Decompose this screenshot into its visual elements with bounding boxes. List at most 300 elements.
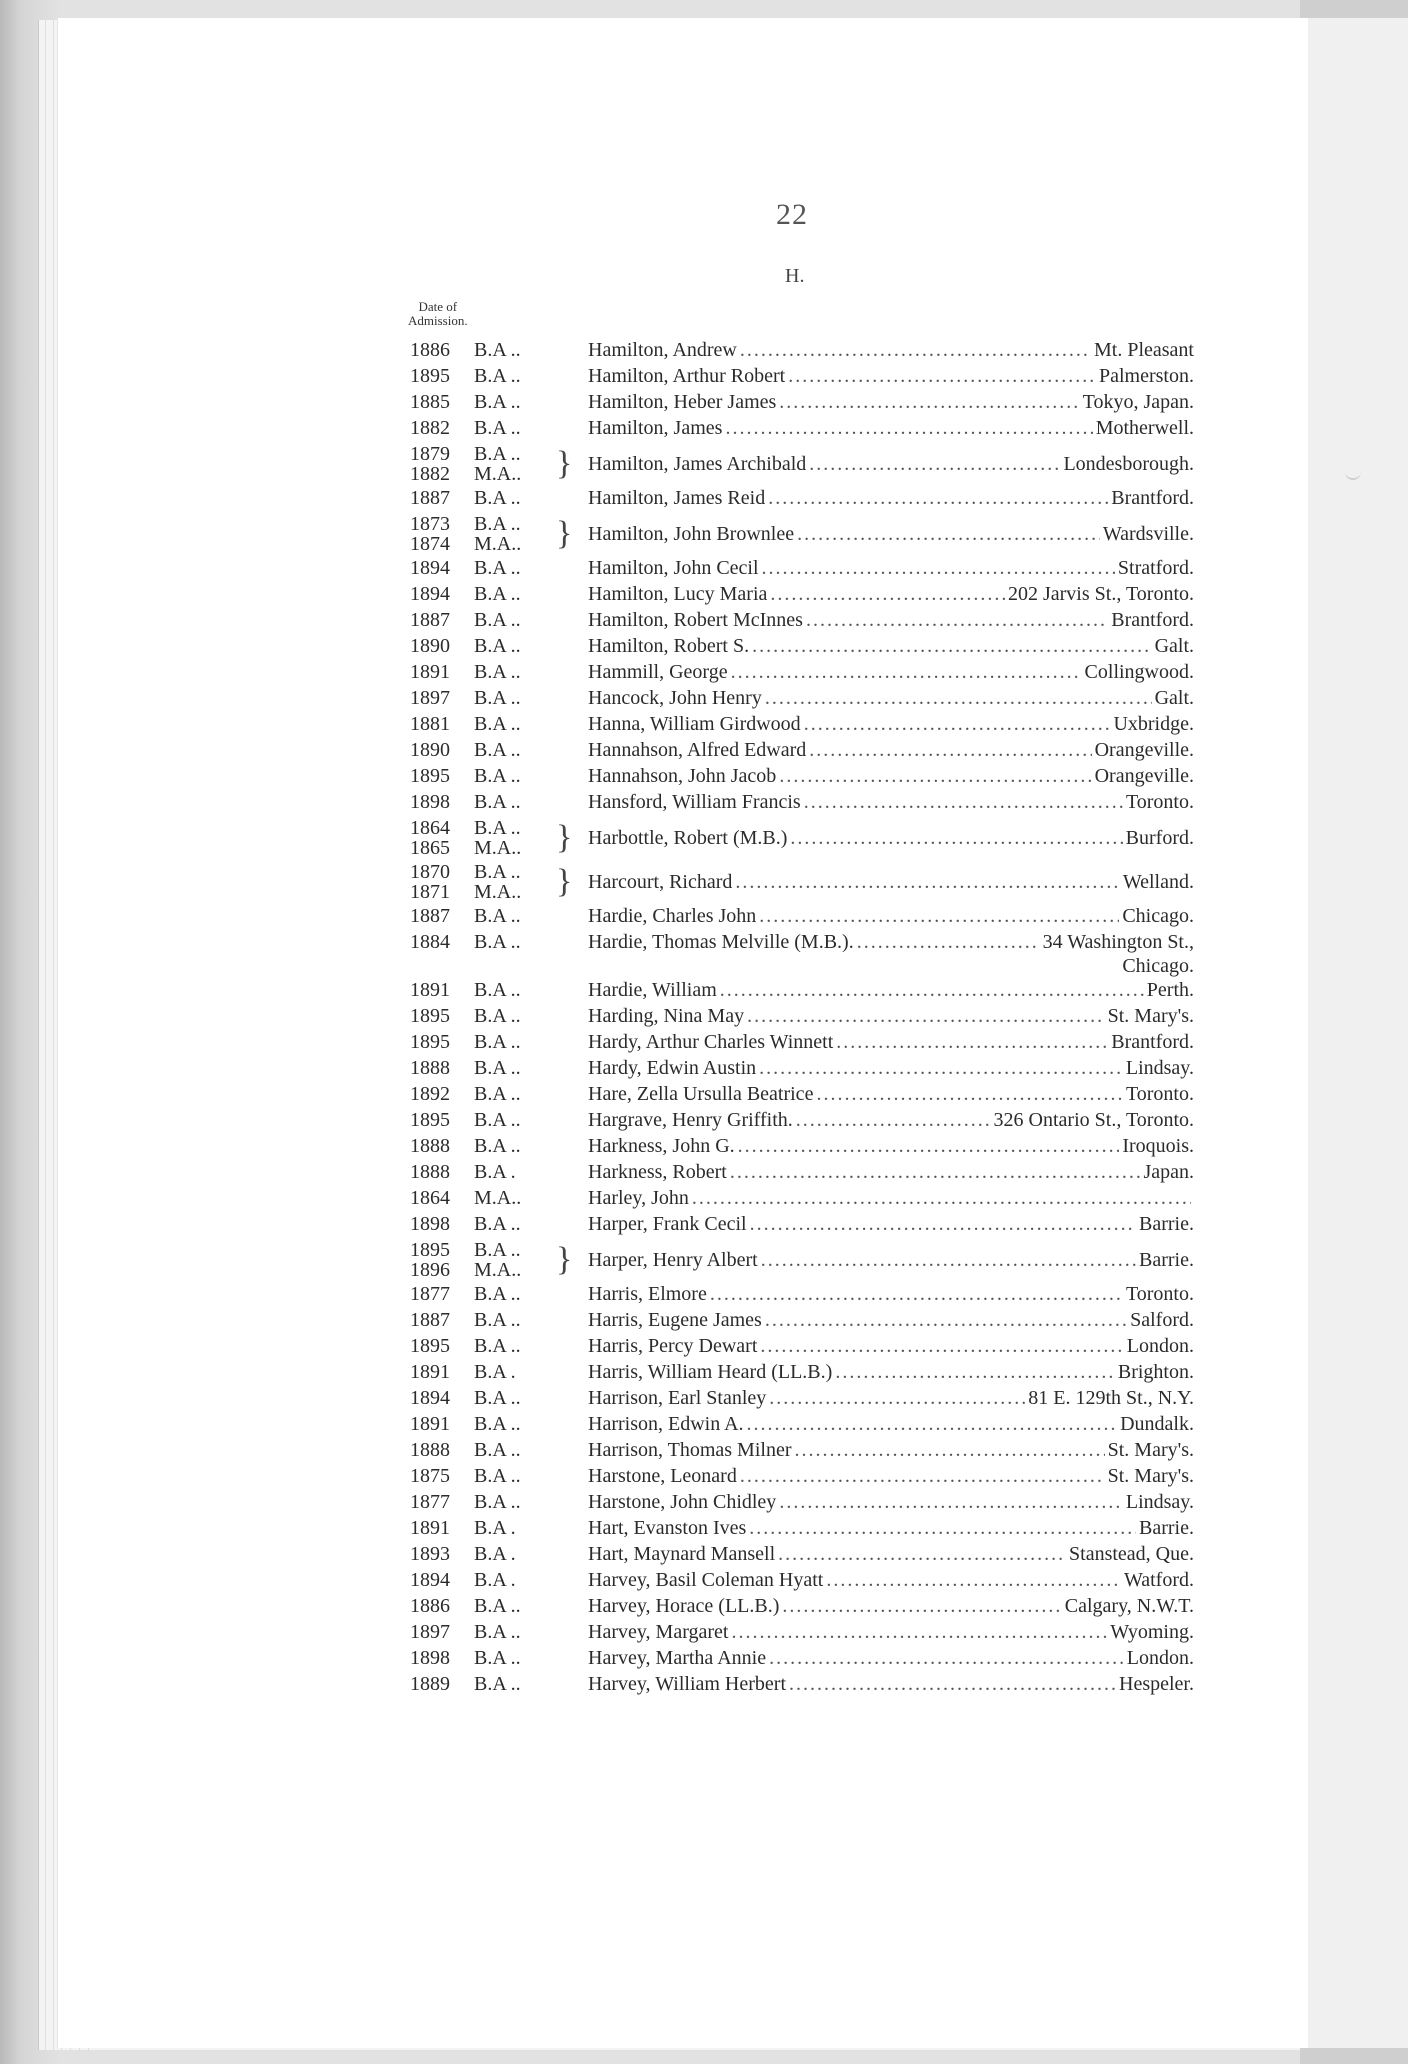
list-item (0, 1593, 1408, 1619)
residence: Calgary, N.W.T. (1064, 1595, 1194, 1617)
list-item (0, 711, 1408, 737)
admission-year: 1895 (410, 1031, 450, 1053)
list-item (0, 1463, 1408, 1489)
entry-line (588, 521, 1194, 547)
leader-dots (760, 1333, 1123, 1359)
entry-line (588, 1359, 1194, 1385)
list-item (0, 903, 1408, 929)
graduate-name: Harvey, Basil Coleman Hyatt (588, 1569, 824, 1591)
entry-line (588, 737, 1194, 763)
residence: Barrie. (1139, 1213, 1194, 1235)
leader-dots (761, 1247, 1136, 1273)
residence: Brantford. (1111, 609, 1194, 631)
leader-dots (765, 1307, 1127, 1333)
admission-year: 1873 (410, 513, 450, 535)
degree: M.A.. (474, 837, 522, 859)
leader-dots (804, 789, 1123, 815)
leader-dots (779, 389, 1079, 415)
entry-line (588, 1593, 1194, 1619)
graduate-name: Hamilton, James Archibald (588, 453, 807, 475)
graduate-name: Hardy, Edwin Austin (588, 1057, 757, 1079)
residence: Orangeville. (1094, 765, 1194, 787)
degree: B.A .. (474, 905, 521, 927)
degree: B.A .. (474, 1309, 521, 1331)
residence: Barrie. (1139, 1249, 1194, 1271)
leader-dots (738, 1133, 1120, 1159)
admission-year: 1894 (410, 557, 450, 579)
graduate-name: Harvey, Martha Annie (588, 1647, 767, 1669)
bracket: } (556, 819, 573, 856)
graduate-name: Hammill, George (588, 661, 728, 683)
admission-year: 1895 (410, 1335, 450, 1357)
residence: Hespeler. (1119, 1673, 1194, 1695)
admission-year: 1898 (410, 1213, 450, 1235)
entry-line (588, 451, 1194, 477)
admission-year: 1864 (410, 817, 450, 839)
degree: B.A .. (474, 365, 521, 387)
leader-dots (710, 1281, 1123, 1307)
entry-line (588, 633, 1194, 659)
bracket: } (556, 1241, 573, 1278)
admission-year: 1888 (410, 1161, 450, 1183)
list-item (0, 659, 1408, 685)
admission-year: 1895 (410, 1005, 450, 1027)
degree: M.A.. (474, 1259, 522, 1281)
entry-line (588, 389, 1194, 415)
leader-dots (782, 1593, 1061, 1619)
list-item (0, 1003, 1408, 1029)
residence: Mt. Pleasant (1094, 339, 1194, 361)
leader-dots (779, 763, 1091, 789)
graduate-name: Hare, Zella Ursulla Beatrice (588, 1083, 814, 1105)
entry-line (588, 1671, 1194, 1697)
list-item (0, 511, 1408, 555)
entry-line (588, 1133, 1194, 1159)
admission-year: 1895 (410, 1109, 450, 1131)
leader-dots (768, 485, 1108, 511)
list-item (0, 763, 1408, 789)
leader-dots (857, 929, 1040, 955)
list-item (0, 363, 1408, 389)
admission-year: 1892 (410, 1083, 450, 1105)
entry-line (588, 929, 1194, 955)
admission-year: 1891 (410, 1517, 450, 1539)
entry-line (588, 869, 1194, 895)
bracket: } (556, 863, 573, 900)
graduate-name: Hamilton, Andrew (588, 339, 737, 361)
residence: 326 Ontario St., Toronto. (993, 1109, 1194, 1131)
list-item (0, 1055, 1408, 1081)
graduate-name: Hamilton, Arthur Robert (588, 365, 786, 387)
degree: B.A .. (474, 1413, 521, 1435)
list-item (0, 1541, 1408, 1567)
residence: London. (1126, 1647, 1194, 1669)
admission-year: 1887 (410, 487, 450, 509)
residence: Motherwell. (1095, 417, 1194, 439)
entry-line (588, 555, 1194, 581)
degree: B.A .. (474, 1465, 521, 1487)
entry-line (588, 1411, 1194, 1437)
column-heading-line: Date of (418, 299, 458, 314)
residence: St. Mary's. (1107, 1465, 1194, 1487)
degree: B.A .. (474, 1387, 521, 1409)
admission-year: 1894 (410, 1569, 450, 1591)
graduate-name: Hamilton, Heber James (588, 391, 777, 413)
degree: B.A .. (474, 1213, 521, 1235)
leader-dots (730, 1159, 1141, 1185)
entry-line (588, 1029, 1194, 1055)
admission-year: 1886 (410, 1595, 450, 1617)
list-item (0, 1619, 1408, 1645)
degree: B.A .. (474, 1083, 521, 1105)
entry-line (588, 485, 1194, 511)
degree: B.A .. (474, 391, 521, 413)
degree: B.A .. (474, 1005, 521, 1027)
leader-dots (795, 1437, 1105, 1463)
page-number: 22 (776, 198, 808, 231)
residence: Lindsay. (1125, 1057, 1194, 1079)
degree: B.A .. (474, 1031, 521, 1053)
admission-year: 1882 (410, 417, 450, 439)
graduate-name: Hamilton, John Brownlee (588, 523, 795, 545)
graduate-name: Hancock, John Henry (588, 687, 762, 709)
admission-year: 1893 (410, 1543, 450, 1565)
residence: Stanstead, Que. (1069, 1543, 1194, 1565)
graduate-name: Hamilton, Robert S. (588, 635, 750, 657)
list-item (0, 1159, 1408, 1185)
list-item (0, 929, 1408, 977)
list-item (0, 1411, 1408, 1437)
column-heading (408, 300, 468, 328)
admission-year: 1877 (410, 1491, 450, 1513)
entry-line (588, 1211, 1194, 1237)
admission-year: 1897 (410, 687, 450, 709)
entry-line (588, 1567, 1194, 1593)
entry-line (588, 1385, 1194, 1411)
entry-line (588, 789, 1194, 815)
degree: B.A .. (474, 609, 521, 631)
leader-dots (749, 1515, 1136, 1541)
admission-year: 1882 (410, 463, 450, 485)
list-item (0, 1307, 1408, 1333)
degree: M.A.. (474, 533, 522, 555)
graduate-name: Hannahson, John Jacob (588, 765, 777, 787)
residence: Orangeville. (1094, 739, 1194, 761)
admission-year: 1896 (410, 1259, 450, 1281)
entry-line (588, 1003, 1194, 1029)
residence-continued: Chicago. (1122, 955, 1194, 977)
admission-year: 1890 (410, 635, 450, 657)
degree: B.A .. (474, 739, 521, 761)
residence: Perth. (1146, 979, 1194, 1001)
admission-year: 1895 (410, 365, 450, 387)
degree: B.A . (474, 1161, 516, 1183)
leader-dots (747, 1411, 1118, 1437)
admission-year: 1881 (410, 713, 450, 735)
degree: B.A .. (474, 931, 521, 953)
degree: B.A .. (474, 713, 521, 735)
degree: B.A . (474, 1517, 516, 1539)
graduate-name: Hansford, William Francis (588, 791, 801, 813)
graduate-name: Hardie, Thomas Melville (M.B.). (588, 931, 854, 953)
entry-line (588, 607, 1194, 633)
degree: B.A .. (474, 765, 521, 787)
leader-dots (769, 1385, 1025, 1411)
degree: B.A .. (474, 1057, 521, 1079)
admission-year: 1888 (410, 1439, 450, 1461)
residence: St. Mary's. (1107, 1005, 1194, 1027)
leader-dots (725, 415, 1092, 441)
residence: Galt. (1154, 635, 1194, 657)
entry-line (588, 711, 1194, 737)
list-item (0, 859, 1408, 903)
admission-year: 1886 (410, 339, 450, 361)
admission-year: 1877 (410, 1283, 450, 1305)
residence: Lindsay. (1125, 1491, 1194, 1513)
graduate-name: Harstone, Leonard (588, 1465, 737, 1487)
graduate-name: Harper, Henry Albert (588, 1249, 758, 1271)
residence: Galt. (1154, 687, 1194, 709)
entry-line (588, 1645, 1194, 1671)
degree: B.A .. (474, 635, 521, 657)
degree: B.A .. (474, 443, 521, 465)
degree: B.A .. (474, 661, 521, 683)
residence: Barrie. (1139, 1517, 1194, 1539)
bracket: } (556, 515, 573, 552)
graduate-name: Hart, Maynard Mansell (588, 1543, 776, 1565)
residence: Burford. (1125, 827, 1194, 849)
graduate-name: Harley, John (588, 1187, 689, 1209)
leader-dots (770, 581, 1005, 607)
residence: Chicago. (1122, 905, 1194, 927)
column-heading-line: Admission. (408, 313, 468, 328)
degree: B.A .. (474, 687, 521, 709)
list-item (0, 1489, 1408, 1515)
entry-line (588, 1055, 1194, 1081)
residence: 202 Jarvis St., Toronto. (1007, 583, 1194, 605)
list-item (0, 1185, 1408, 1211)
graduate-name: Hardy, Arthur Charles Winnett (588, 1031, 834, 1053)
graduate-name: Harkness, John G. (588, 1135, 735, 1157)
leader-dots (762, 555, 1115, 581)
graduate-name: Hannahson, Alfred Edward (588, 739, 807, 761)
admission-year: 1894 (410, 1387, 450, 1409)
list-item (0, 1237, 1408, 1281)
residence: 81 E. 129th St., N.Y. (1028, 1387, 1194, 1409)
bracket: } (556, 445, 573, 482)
residence: Japan. (1143, 1161, 1194, 1183)
graduate-name: Hardie, William (588, 979, 717, 1001)
leader-dots (788, 363, 1096, 389)
leader-dots (809, 737, 1091, 763)
leader-dots (759, 903, 1119, 929)
graduate-name: Harris, Elmore (588, 1283, 707, 1305)
list-item (0, 633, 1408, 659)
graduate-name: Hamilton, James Reid (588, 487, 766, 509)
degree: B.A .. (474, 817, 521, 839)
list-item (0, 337, 1408, 363)
list-item (0, 1333, 1408, 1359)
graduate-name: Hanna, William Girdwood (588, 713, 801, 735)
admission-year: 1887 (410, 905, 450, 927)
leader-dots (778, 1541, 1066, 1567)
leader-dots (692, 1185, 1191, 1211)
residence: Iroquois. (1122, 1135, 1194, 1157)
admission-year: 1871 (410, 881, 450, 903)
list-item (0, 815, 1408, 859)
admission-year: 1898 (410, 1647, 450, 1669)
leader-dots (816, 1081, 1123, 1107)
leader-dots (779, 1489, 1123, 1515)
list-item (0, 1081, 1408, 1107)
alumni-list (0, 337, 1408, 1697)
leader-dots (732, 1619, 1108, 1645)
entry-line (588, 825, 1194, 851)
graduate-name: Harrison, Earl Stanley (588, 1387, 767, 1409)
degree: B.A . (474, 1361, 516, 1383)
graduate-name: Harvey, Margaret (588, 1621, 729, 1643)
residence: Welland. (1122, 871, 1194, 893)
degree: B.A .. (474, 1335, 521, 1357)
list-item (0, 485, 1408, 511)
leader-dots (796, 1107, 991, 1133)
admission-year: 1887 (410, 609, 450, 631)
admission-year: 1890 (410, 739, 450, 761)
residence: Wardsville. (1102, 523, 1194, 545)
entry-line (588, 1333, 1194, 1359)
entry-line (588, 685, 1194, 711)
list-item (0, 977, 1408, 1003)
graduate-name: Hart, Evanston Ives (588, 1517, 747, 1539)
residence: Brantford. (1111, 487, 1194, 509)
leader-dots (752, 633, 1151, 659)
entry-line (588, 1541, 1194, 1567)
residence: Tokyo, Japan. (1082, 391, 1194, 413)
admission-year: 1887 (410, 1309, 450, 1331)
admission-year: 1891 (410, 1413, 450, 1435)
entry-line (588, 1307, 1194, 1333)
leader-dots (735, 869, 1119, 895)
admission-year: 1875 (410, 1465, 450, 1487)
leader-dots (750, 1211, 1136, 1237)
residence: St. Mary's. (1107, 1439, 1194, 1461)
admission-year: 1895 (410, 765, 450, 787)
admission-year: 1884 (410, 931, 450, 953)
graduate-name: Hamilton, Robert McInnes (588, 609, 803, 631)
degree: M.A.. (474, 463, 522, 485)
residence: Dundalk. (1120, 1413, 1194, 1435)
graduate-name: Hamilton, Lucy Maria (588, 583, 768, 605)
list-item (0, 1133, 1408, 1159)
entry-line (588, 363, 1194, 389)
list-item (0, 737, 1408, 763)
entry-line (588, 1107, 1194, 1133)
leader-dots (804, 711, 1111, 737)
degree: B.A .. (474, 1621, 521, 1643)
entry-line (588, 1281, 1194, 1307)
admission-year: 1885 (410, 391, 450, 413)
entry-line (588, 1463, 1194, 1489)
admission-year: 1897 (410, 1621, 450, 1643)
list-item (0, 1671, 1408, 1697)
admission-year: 1888 (410, 1135, 450, 1157)
degree: B.A .. (474, 583, 521, 605)
residence: Toronto. (1125, 1283, 1194, 1305)
graduate-name: Hamilton, John Cecil (588, 557, 759, 579)
entry-line (588, 337, 1194, 363)
residence: Toronto. (1125, 1083, 1194, 1105)
list-item (0, 607, 1408, 633)
entry-line (588, 659, 1194, 685)
admission-year: 1874 (410, 533, 450, 555)
entry-line (588, 763, 1194, 789)
leader-dots (740, 1463, 1105, 1489)
degree: B.A .. (474, 979, 521, 1001)
residence: Uxbridge. (1113, 713, 1194, 735)
graduate-name: Hardie, Charles John (588, 905, 757, 927)
residence: Brantford. (1111, 1031, 1194, 1053)
admission-year: 1889 (410, 1673, 450, 1695)
degree: B.A .. (474, 1239, 521, 1261)
residence: Collingwood. (1084, 661, 1194, 683)
leader-dots (765, 685, 1152, 711)
graduate-name: Harvey, William Herbert (588, 1673, 787, 1695)
entry-line (588, 903, 1194, 929)
degree: B.A .. (474, 1647, 521, 1669)
list-item (0, 1359, 1408, 1385)
graduate-name: Harrison, Edwin A. (588, 1413, 744, 1435)
entry-line (588, 1515, 1194, 1541)
list-item (0, 415, 1408, 441)
degree: B.A .. (474, 1595, 521, 1617)
degree: B.A .. (474, 861, 521, 883)
graduate-name: Harstone, John Chidley (588, 1491, 777, 1513)
list-item (0, 389, 1408, 415)
degree: B.A .. (474, 513, 521, 535)
entry-line (588, 1159, 1194, 1185)
residence: Toronto. (1125, 791, 1194, 813)
degree: B.A .. (474, 1135, 521, 1157)
residence: 34 Washington St., (1042, 931, 1194, 953)
residence: Wyoming. (1110, 1621, 1194, 1643)
entry-line (588, 415, 1194, 441)
admission-year: 1898 (410, 791, 450, 813)
leader-dots (747, 1003, 1105, 1029)
leader-dots (835, 1359, 1115, 1385)
leader-dots (806, 607, 1108, 633)
leader-dots (769, 1645, 1124, 1671)
admission-year: 1895 (410, 1239, 450, 1261)
list-item (0, 1107, 1408, 1133)
leader-dots (789, 1671, 1116, 1697)
list-item (0, 1281, 1408, 1307)
degree: B.A . (474, 1543, 516, 1565)
residence: London. (1126, 1335, 1194, 1357)
graduate-name: Hamilton, James (588, 417, 723, 439)
admission-year: 1879 (410, 443, 450, 465)
residence: Watford. (1123, 1569, 1194, 1591)
degree: B.A .. (474, 417, 521, 439)
admission-year: 1870 (410, 861, 450, 883)
entry-line (588, 1185, 1194, 1211)
degree: M.A.. (474, 1187, 522, 1209)
degree: M.A.. (474, 881, 522, 903)
degree: B.A .. (474, 557, 521, 579)
graduate-name: Harper, Frank Cecil (588, 1213, 747, 1235)
leader-dots (731, 659, 1082, 685)
graduate-name: Harvey, Horace (LL.B.) (588, 1595, 780, 1617)
residence: Brighton. (1117, 1361, 1194, 1383)
